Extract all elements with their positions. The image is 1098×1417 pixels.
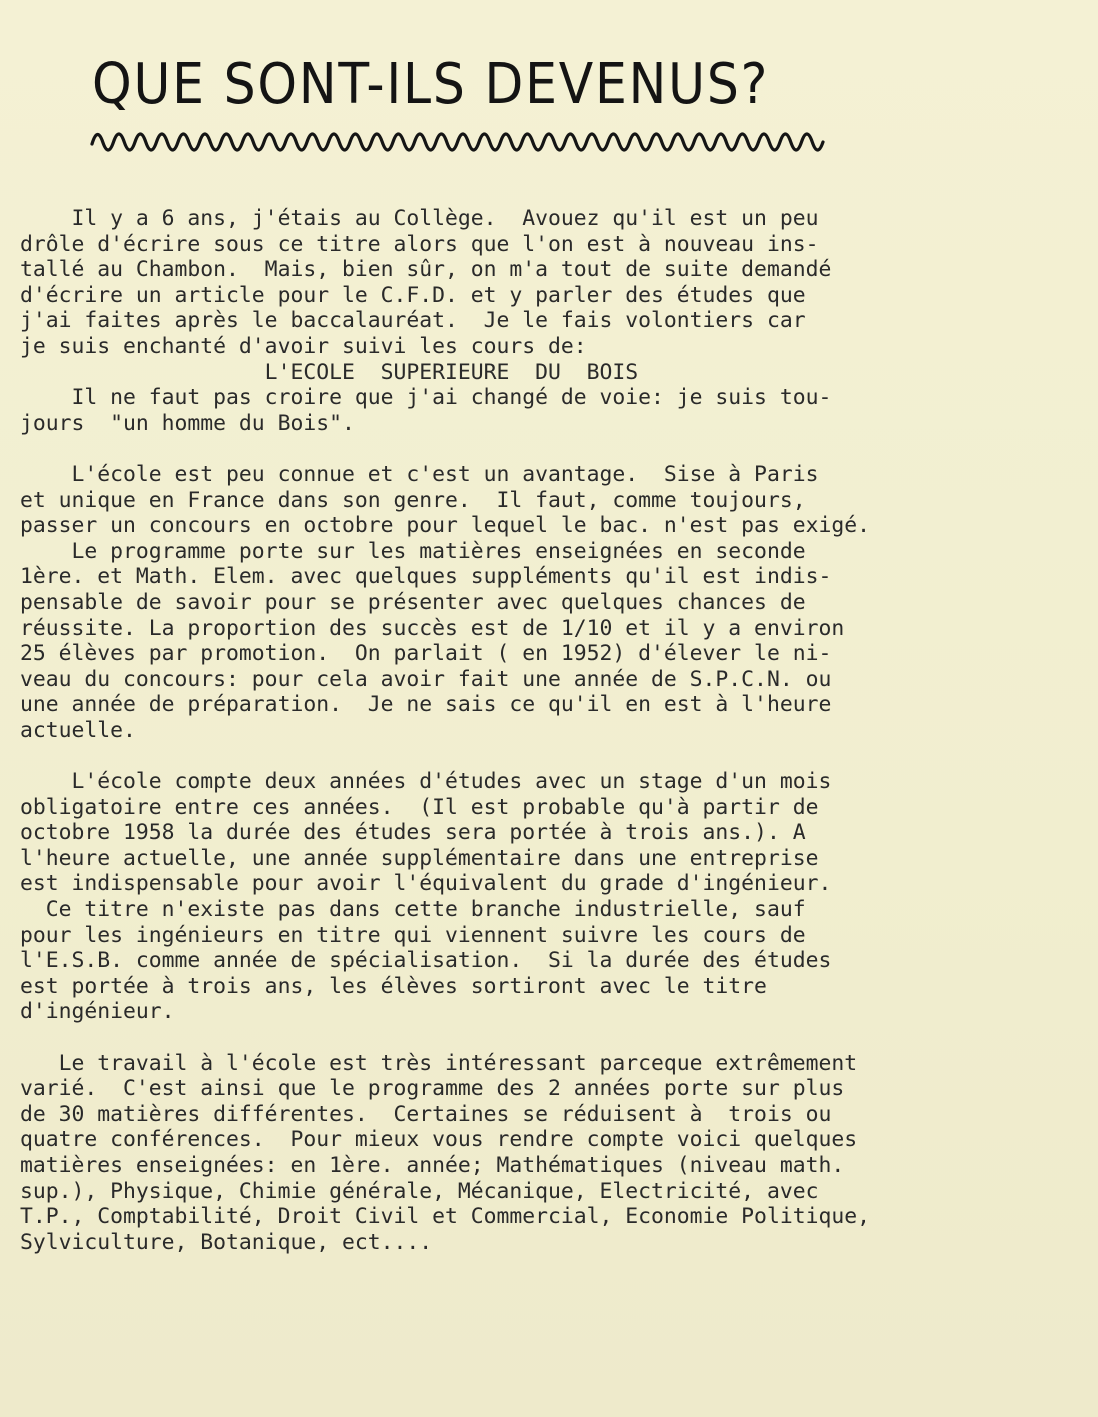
text-line: jours "un homme du Bois". (20, 410, 355, 436)
text-line: pensable de savoir pour se présenter avec quelques chances de (20, 589, 806, 615)
text-line: L'école est peu connue et c'est un avantage. Sise à Paris (20, 461, 819, 487)
text-line: pour les ingénieurs en titre qui viennent suivre les cours de (20, 922, 806, 948)
text-line: passer un concours en octobre pour lequel le bac. n'est pas exigé. (20, 513, 870, 539)
text-line: 1ère. et Math. Elem. avec quelques suppléments qu'il est indis- (20, 564, 832, 590)
text-line: Le programme porte sur les matières enseignées en seconde (20, 538, 806, 564)
text-line: varié. C'est ainsi que le programme des 2 années porte sur plus (20, 1076, 845, 1102)
text-line: je suis enchanté d'avoir suivi les cours de: (20, 333, 587, 359)
text-line: Il ne faut pas croire que j'ai changé de voie: je suis tou- (20, 385, 832, 411)
paragraph (20, 769, 1090, 1025)
text-line: d'ingénieur. (20, 999, 175, 1025)
text-line: de 30 matières différentes. Certaines se réduisent à trois ou (20, 1101, 832, 1127)
text-line: Sylviculture, Botanique, ect.... (20, 1229, 433, 1255)
text-line: une année de préparation. Je ne sais ce qu'il en est à l'heure (20, 692, 832, 718)
text-line: L'ECOLE SUPERIEURE DU BOIS (20, 359, 639, 385)
text-line: L'école compte deux années d'études avec un stage d'un mois (20, 769, 832, 795)
text-line: veau du concours: pour cela avoir fait une année de S.P.C.N. ou (20, 666, 832, 692)
text-line: l'E.S.B. comme année de spécialisation. Si la durée des études (20, 948, 832, 974)
text-line: j'ai faites après le baccalauréat. Je le fais volontiers car (20, 308, 806, 334)
text-line: quatre conférences. Pour mieux vous rendre compte voici quelques (20, 1127, 858, 1153)
page-title: QUE SONT-ILS DEVENUS? (92, 52, 770, 117)
text-line: Il y a 6 ans, j'étais au Collège. Avouez qu'il est un peu (20, 206, 819, 231)
paragraph (20, 1051, 1090, 1256)
text-line: 25 élèves par promotion. On parlait ( en 1952) d'élever le ni- (20, 641, 832, 667)
text-line: et unique en France dans son genre. Il faut, comme toujours, (20, 487, 806, 513)
text-line: Le travail à l'école est très intéressant parceque extrêmement (20, 1050, 858, 1076)
text-line: drôle d'écrire sous ce titre alors que l'on est à nouveau ins- (20, 231, 819, 257)
text-line: Ce titre n'existe pas dans cette branche industrielle, sauf (20, 897, 806, 923)
wavy-underline (90, 118, 870, 168)
text-line: est indispensable pour avoir l'équivalent du grade d'ingénieur. (20, 871, 832, 897)
article-body (20, 206, 1090, 1281)
text-line: d'écrire un article pour le C.F.D. et y parler des études que (20, 282, 806, 308)
text-line: tallé au Chambon. Mais, bien sûr, on m'a tout de suite demandé (20, 257, 832, 283)
paragraph (20, 462, 1090, 744)
text-line: l'heure actuelle, une année supplémentaire dans une entreprise (20, 845, 819, 871)
text-line: T.P., Comptabilité, Droit Civil et Commercial, Economie Politique, (20, 1204, 870, 1230)
text-line: réussite. La proportion des succès est de 1/10 et il y a environ (20, 615, 845, 641)
text-line: matières enseignées: en 1ère. année; Mathématiques (niveau math. (20, 1152, 845, 1178)
text-line: sup.), Physique, Chimie générale, Mécanique, Electricité, avec (20, 1178, 819, 1204)
text-line: octobre 1958 la durée des études sera portée à trois ans.). A (20, 820, 806, 846)
text-line: obligatoire entre ces années. (Il est probable qu'à partir de (20, 794, 819, 820)
text-line: actuelle. (20, 717, 136, 743)
paragraph (20, 206, 1090, 436)
text-line: est portée à trois ans, les élèves sortiront avec le titre (20, 973, 767, 999)
